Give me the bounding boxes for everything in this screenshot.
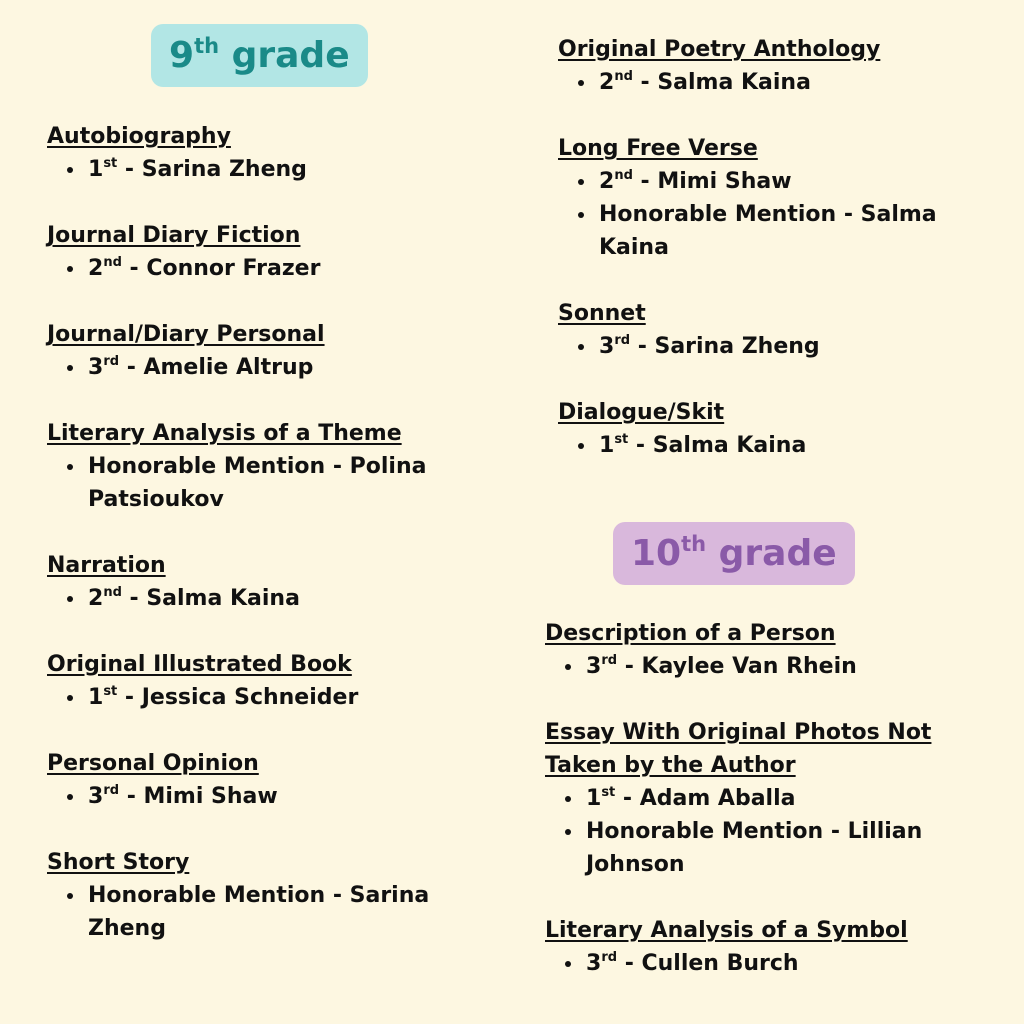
award-recipient: Honorable Mention - Lillian Johnson xyxy=(586,819,923,877)
grade10-badge-number: 10 xyxy=(631,533,682,574)
award-list xyxy=(545,947,995,980)
award-recipient: Honorable Mention - Sarina Zheng xyxy=(88,883,430,941)
grade10-badge-suffix: th xyxy=(681,532,707,556)
award-category xyxy=(558,297,998,363)
award-category xyxy=(558,396,998,462)
category-title: Personal Opinion xyxy=(47,751,259,776)
award-category xyxy=(47,120,477,186)
award-item xyxy=(47,450,477,516)
award-list xyxy=(558,429,998,462)
award-recipient: - Adam Aballa xyxy=(615,786,796,811)
award-recipient: - Kaylee Van Rhein xyxy=(617,654,857,679)
award-item xyxy=(47,351,477,384)
award-list xyxy=(47,252,477,285)
category-title: Journal/Diary Personal xyxy=(47,322,325,347)
award-list xyxy=(545,650,995,683)
award-recipient: Honorable Mention - Salma Kaina xyxy=(599,202,937,260)
grade10-category-list xyxy=(545,617,995,980)
award-place-suffix: st xyxy=(103,156,118,171)
category-title: Autobiography xyxy=(47,124,231,149)
award-place-suffix: nd xyxy=(103,255,122,270)
award-list xyxy=(47,450,477,516)
award-item xyxy=(558,330,998,363)
award-place: 1 xyxy=(586,786,602,811)
category-title: Long Free Verse xyxy=(558,136,758,161)
award-recipient: - Jessica Schneider xyxy=(117,685,359,710)
award-item xyxy=(47,582,477,615)
award-category xyxy=(545,716,995,881)
award-place: 2 xyxy=(88,586,104,611)
award-item xyxy=(47,681,477,714)
award-item xyxy=(558,165,998,198)
award-place: 3 xyxy=(88,355,104,380)
award-place-suffix: nd xyxy=(103,585,122,600)
award-category xyxy=(545,617,995,683)
grade9-category-list-left xyxy=(47,120,477,945)
award-list xyxy=(47,351,477,384)
award-recipient: - Amelie Altrup xyxy=(119,355,314,380)
award-place-suffix: nd xyxy=(614,168,633,183)
award-item xyxy=(47,153,477,186)
grade10-badge-word: grade xyxy=(718,533,837,574)
award-item xyxy=(558,429,998,462)
award-place-suffix: rd xyxy=(103,783,120,798)
grade9-left-column xyxy=(47,24,477,978)
award-item xyxy=(558,66,998,99)
award-recipient: - Salma Kaina xyxy=(632,70,811,95)
award-recipient: - Sarina Zheng xyxy=(117,157,307,182)
award-place-suffix: st xyxy=(103,684,118,699)
category-title: Essay With Original Photos Not Taken by the Author xyxy=(545,720,932,778)
category-title: Original Poetry Anthology xyxy=(558,37,881,62)
award-place: 2 xyxy=(599,70,615,95)
award-category xyxy=(47,846,477,945)
award-list xyxy=(47,879,477,945)
category-title: Dialogue/Skit xyxy=(558,400,725,425)
award-recipient: - Sarina Zheng xyxy=(630,334,820,359)
award-category xyxy=(558,33,998,99)
award-category xyxy=(47,417,477,516)
award-place: 1 xyxy=(88,685,104,710)
category-title: Journal Diary Fiction xyxy=(47,223,301,248)
grade9-category-list-right xyxy=(558,33,998,462)
award-category xyxy=(47,549,477,615)
award-place: 2 xyxy=(599,169,615,194)
award-list xyxy=(558,165,998,264)
category-title: Sonnet xyxy=(558,301,646,326)
award-recipient: - Salma Kaina xyxy=(628,433,807,458)
grade9-badge-suffix: th xyxy=(194,34,220,58)
category-title: Original Illustrated Book xyxy=(47,652,352,677)
award-place-suffix: st xyxy=(601,785,616,800)
category-title: Literary Analysis of a Symbol xyxy=(545,918,908,943)
award-item xyxy=(558,198,998,264)
award-category xyxy=(47,747,477,813)
grade9-right-column xyxy=(558,33,998,495)
award-list xyxy=(47,780,477,813)
award-recipient: - Mimi Shaw xyxy=(632,169,792,194)
grade9-badge xyxy=(151,24,368,87)
award-item xyxy=(545,782,995,815)
award-list xyxy=(47,681,477,714)
award-item xyxy=(545,947,995,980)
category-title: Literary Analysis of a Theme xyxy=(47,421,402,446)
award-place-suffix: rd xyxy=(614,333,631,348)
award-place-suffix: rd xyxy=(103,354,120,369)
award-list xyxy=(545,782,995,881)
award-item xyxy=(47,879,477,945)
award-item xyxy=(47,780,477,813)
grade9-badge-number: 9 xyxy=(169,35,195,76)
award-place-suffix: rd xyxy=(601,950,618,965)
award-recipient: - Connor Frazer xyxy=(121,256,321,281)
award-list xyxy=(558,330,998,363)
award-list xyxy=(558,66,998,99)
award-recipient: - Cullen Burch xyxy=(617,951,799,976)
grade10-column xyxy=(545,522,995,1013)
award-place: 1 xyxy=(88,157,104,182)
grade10-badge xyxy=(613,522,855,585)
award-place: 3 xyxy=(88,784,104,809)
award-place-suffix: nd xyxy=(614,69,633,84)
category-title: Description of a Person xyxy=(545,621,836,646)
award-place-suffix: st xyxy=(614,432,629,447)
award-item xyxy=(47,252,477,285)
award-place: 2 xyxy=(88,256,104,281)
award-item xyxy=(545,650,995,683)
award-place: 3 xyxy=(586,654,602,679)
award-list xyxy=(47,153,477,186)
award-place: 3 xyxy=(599,334,615,359)
award-item xyxy=(545,815,995,881)
award-place: 3 xyxy=(586,951,602,976)
award-recipient: - Mimi Shaw xyxy=(119,784,278,809)
grade9-badge-word: grade xyxy=(231,35,350,76)
award-category xyxy=(47,318,477,384)
award-recipient: - Salma Kaina xyxy=(121,586,300,611)
category-title: Narration xyxy=(47,553,166,578)
award-category xyxy=(47,648,477,714)
award-place-suffix: rd xyxy=(601,653,618,668)
award-category xyxy=(545,914,995,980)
category-title: Short Story xyxy=(47,850,190,875)
award-list xyxy=(47,582,477,615)
award-recipient: Honorable Mention - Polina Patsioukov xyxy=(88,454,427,512)
award-place: 1 xyxy=(599,433,615,458)
award-category xyxy=(47,219,477,285)
award-category xyxy=(558,132,998,264)
